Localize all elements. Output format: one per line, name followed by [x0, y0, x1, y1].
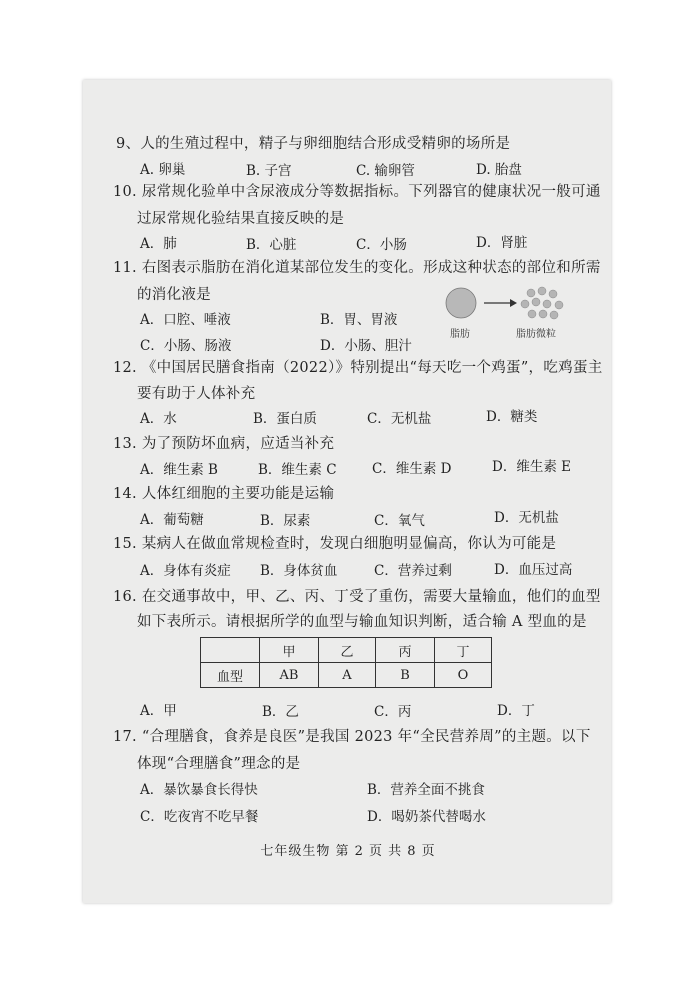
- table-header-cell: 丙: [376, 638, 435, 663]
- question-17-stem-line2: 体现“合理膳食”理念的是: [137, 756, 301, 772]
- q12-option-a: A．水: [140, 411, 177, 427]
- q13-option-a: A．维生素 B: [140, 462, 218, 478]
- q12-option-c: C．无机盐: [367, 411, 432, 427]
- q11-option-b: B．胃、胃液: [320, 312, 398, 328]
- q12-option-b: B．蛋白质: [253, 411, 317, 427]
- q11-option-d: D．小肠、胆汁: [320, 338, 412, 354]
- q15-option-d: D．血压过高: [494, 562, 573, 578]
- q10-option-b: B．心脏: [246, 237, 297, 253]
- q16-option-a: A．甲: [140, 703, 177, 719]
- q13-option-c: C．维生素 D: [372, 461, 452, 477]
- blood-type-table: [200, 637, 492, 688]
- q16-option-b: B．乙: [262, 704, 299, 720]
- q9-option-d: D. 胎盘: [476, 162, 522, 178]
- q14-option-c: C．氧气: [374, 513, 425, 529]
- q15-option-c: C．营养过剩: [374, 563, 452, 579]
- q13-option-b: B．维生素 C: [258, 462, 337, 478]
- question-16-stem: 16. 在交通事故中，甲、乙、丙、丁受了重伤，需要大量输血，他们的血型: [113, 589, 601, 605]
- question-15-stem: 15. 某病人在做血常规检查时，发现白细胞明显偏高，你认为可能是: [113, 536, 557, 552]
- q17-option-a: A．暴饮暴食长得快: [140, 782, 258, 798]
- question-13-stem: 13. 为了预防坏血病，应适当补充: [113, 436, 335, 452]
- q10-option-c: C．小肠: [356, 237, 407, 253]
- q15-option-a: A．身体有炎症: [140, 563, 231, 579]
- question-11-stem: 11. 右图表示脂肪在消化道某部位发生的变化。形成这种状态的部位和所需: [113, 260, 601, 276]
- table-cell: AB: [260, 663, 319, 688]
- fat-droplet-icon: [446, 288, 476, 318]
- q10-option-a: A．肺: [140, 236, 177, 252]
- table-header-cell: 甲: [260, 638, 319, 663]
- page-footer: 七年级生物 第 2 页 共 8 页: [260, 844, 436, 859]
- question-10-stem: 10. 尿常规化验单中含尿液成分等数据指标。下列器官的健康状况一般可通: [113, 184, 601, 200]
- fat-label: 脂肪: [450, 329, 470, 340]
- table-cell: B: [376, 663, 435, 688]
- question-12-stem: 12. 《中国居民膳食指南（2022）》特别提出“每天吃一个鸡蛋”，吃鸡蛋主: [113, 360, 603, 376]
- q9-option-a: A. 卵巢: [140, 162, 186, 178]
- fat-particle-label: 脂肪微粒: [516, 329, 556, 340]
- question-9-stem: 9、人的生殖过程中，精子与卵细胞结合形成受精卵的场所是: [116, 136, 511, 152]
- q9-option-c: C. 输卵管: [356, 163, 415, 179]
- q17-option-b: B．营养全面不挑食: [367, 782, 485, 798]
- q11-option-c: C．小肠、肠液: [140, 338, 232, 354]
- q15-option-b: B．身体贫血: [260, 563, 338, 579]
- table-row-label: 血型: [201, 663, 260, 688]
- question-17-stem: 17. “合理膳食，食养是良医”是我国 2023 年“全民营养周”的主题。以下: [113, 729, 591, 745]
- table-header-cell: [201, 638, 260, 663]
- fat-particles-icon: [521, 287, 563, 319]
- question-11-stem-line2: 的消化液是: [137, 287, 211, 303]
- table-cell: A: [319, 663, 376, 688]
- q11-option-a: A．口腔、唾液: [140, 312, 231, 328]
- table-header-cell: 丁: [435, 638, 492, 663]
- table-cell: O: [435, 663, 492, 688]
- q16-option-c: C．丙: [374, 704, 412, 720]
- question-10-stem-line2: 过尿常规化验结果直接反映的是: [137, 211, 345, 227]
- table-header-cell: 乙: [319, 638, 376, 663]
- q14-option-d: D．无机盐: [494, 510, 559, 526]
- fat-emulsification-figure: [444, 283, 574, 340]
- question-12-stem-line2: 要有助于人体补充: [137, 386, 256, 402]
- question-14-stem: 14. 人体红细胞的主要功能是运输: [113, 486, 335, 502]
- q9-option-b: B. 子宫: [246, 163, 292, 179]
- q16-option-d: D．丁: [497, 703, 535, 719]
- q14-option-a: A．葡萄糖: [140, 512, 204, 528]
- table-row: [201, 663, 492, 688]
- q17-option-d: D．喝奶茶代替喝水: [367, 809, 486, 825]
- table-header-row: [201, 638, 492, 663]
- q12-option-d: D．糖类: [486, 409, 538, 425]
- question-16-stem-line2: 如下表所示。请根据所学的血型与输血知识判断，适合输 A 型血的是: [137, 614, 587, 630]
- q14-option-b: B．尿素: [260, 513, 311, 529]
- arrow-icon: [510, 299, 517, 307]
- q13-option-d: D．维生素 E: [492, 459, 571, 475]
- q10-option-d: D．肾脏: [476, 235, 528, 251]
- q17-option-c: C．吃夜宵不吃早餐: [140, 809, 259, 825]
